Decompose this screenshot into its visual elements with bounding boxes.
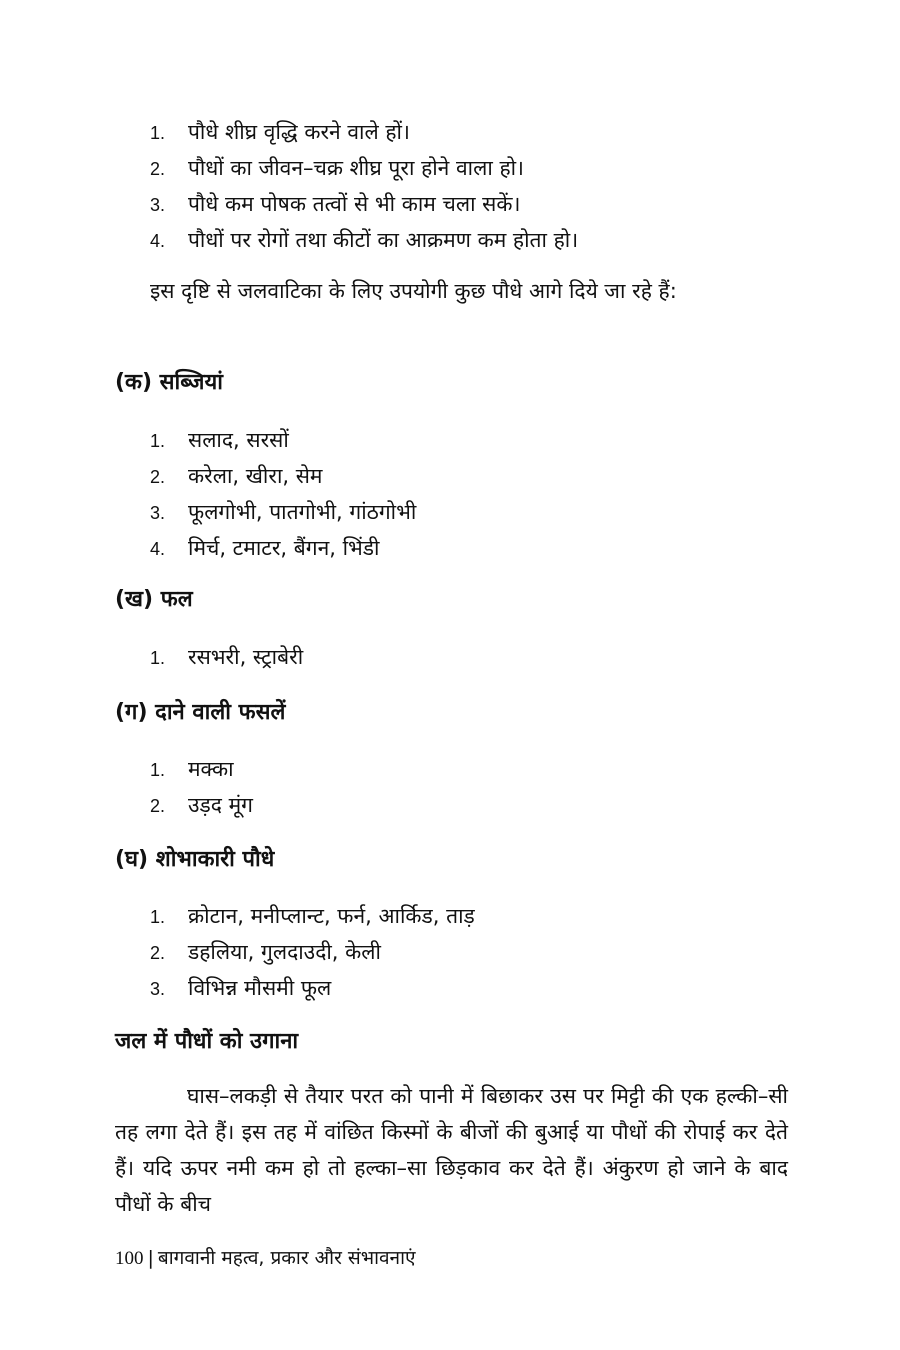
list-item <box>150 531 416 567</box>
page-number: 100 <box>115 1248 144 1269</box>
intro-list <box>150 115 578 259</box>
page-footer <box>115 1244 416 1270</box>
list-item-text: पौधों का जीवन–चक्र शीघ्र पूरा होने वाला हो। <box>188 156 525 180</box>
list-item-text: क्रोटान, मनीप्लान्ट, फर्न, आर्किड, ताड़ <box>188 904 475 928</box>
list-item-text: फूलगोभी, पातगोभी, गांठगोभी <box>188 500 417 524</box>
list-item <box>150 423 416 459</box>
section-heading-grain-crops: (ग) दाने वाली फसलें <box>115 700 286 725</box>
list-item-number: 1. <box>150 907 166 927</box>
list-item-text: करेला, खीरा, सेम <box>188 464 323 488</box>
list-item-number: 2. <box>150 943 166 963</box>
list-item-text: पौधे शीघ्र वृद्धि करने वाले हों। <box>188 120 410 144</box>
list-item-text: उड़द मूंग <box>188 793 253 817</box>
list-item-text: मक्का <box>188 757 234 781</box>
body-paragraph: घास–लकड़ी से तैयार परत को पानी में बिछाकर उस पर मिट्टी की एक हल्की–सी तह लगा देते हैं। इस तह में वांछित किस्मों के बीजों की बुआई या पौधों की रोपाई कर देते हैं। यदि ऊपर नमी कम हो तो हल्का–सा छिड़काव कर देते हैं। अंकुरण हो जाने के बाद पौधों के बीच <box>115 1084 788 1216</box>
fruits-list <box>150 640 303 676</box>
list-item-number: 1. <box>150 431 166 451</box>
vegetables-list <box>150 423 416 567</box>
list-item <box>150 459 416 495</box>
list-item <box>150 187 578 223</box>
list-item <box>150 495 416 531</box>
list-item-number: 2. <box>150 159 166 179</box>
list-item-text: सलाद, सरसों <box>188 428 289 452</box>
section-heading-vegetables: (क) सब्जियां <box>115 370 223 395</box>
list-item <box>150 788 253 824</box>
list-item <box>150 151 578 187</box>
list-item-number: 1. <box>150 123 166 143</box>
list-item-number: 3. <box>150 195 166 215</box>
list-item-text: डहलिया, गुलदाउदी, केली <box>188 940 381 964</box>
list-item <box>150 935 475 971</box>
section-heading-growing-in-water: जल में पौधों को उगाना <box>115 1029 299 1054</box>
section-heading-fruits: (ख) फल <box>115 587 193 612</box>
book-title: बागवानी महत्व, प्रकार और संभावनाएं <box>157 1247 416 1269</box>
list-item <box>150 752 253 788</box>
list-item-number: 4. <box>150 539 166 559</box>
list-item-number: 3. <box>150 503 166 523</box>
list-item-number: 2. <box>150 467 166 487</box>
list-item <box>150 115 578 151</box>
list-item <box>150 223 578 259</box>
list-item-number: 2. <box>150 796 166 816</box>
list-item-text: पौधों पर रोगों तथा कीटों का आक्रमण कम होता हो। <box>188 228 579 252</box>
section-heading-ornamental-plants: (घ) शोभाकारी पौधे <box>115 847 275 872</box>
list-item-number: 4. <box>150 231 166 251</box>
list-item-number: 1. <box>150 648 166 668</box>
ornamental-plants-list <box>150 899 475 1007</box>
list-item-text: विभिन्न मौसमी फूल <box>188 976 332 1000</box>
list-item <box>150 899 475 935</box>
list-item-number: 3. <box>150 979 166 999</box>
list-item-number: 1. <box>150 760 166 780</box>
list-item <box>150 640 303 676</box>
list-item-text: पौधे कम पोषक तत्वों से भी काम चला सकें। <box>188 192 521 216</box>
intro-paragraph: इस दृष्टि से जलवाटिका के लिए उपयोगी कुछ पौधे आगे दिये जा रहे हैं: <box>150 279 677 303</box>
grain-crops-list <box>150 752 253 824</box>
list-item-text: मिर्च, टमाटर, बैंगन, भिंडी <box>188 536 380 560</box>
list-item <box>150 971 475 1007</box>
list-item-text: रसभरी, स्ट्राबेरी <box>188 645 304 669</box>
footer-separator: | <box>147 1247 154 1269</box>
